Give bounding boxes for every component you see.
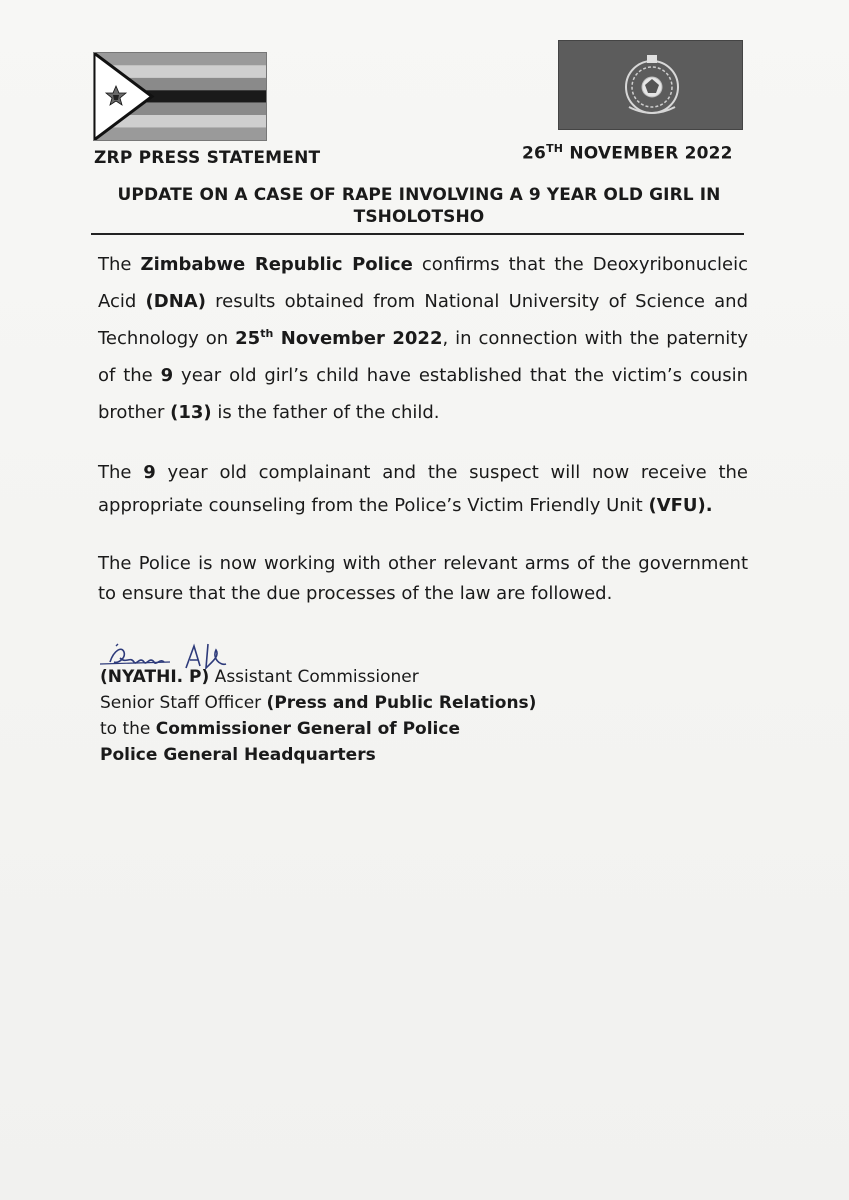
p2-text-1: The [98,462,144,483]
p1-text-6: is the father of the child. [211,402,440,423]
zrp-police-flag-icon [558,40,743,130]
signatory-title-line [100,690,536,716]
signatory-line [100,664,536,690]
p1-bold-dna: (DNA) [145,291,206,312]
p1-date-sup: th [260,327,274,340]
p1-text-3: results obtained from National University of Science and Technology on [98,291,748,349]
signatory-to-line [100,716,536,742]
p1-date-num: 25 [235,328,261,349]
headquarters-line [100,742,536,768]
signatory-title: Senior Staff Officer [100,693,267,713]
to-the-text: to the [100,719,156,739]
statement-date [522,142,733,164]
statement-label: ZRP PRESS STATEMENT [94,148,321,168]
p1-bold-zrp: Zimbabwe Republic Police [140,254,413,275]
p1-bold-13: (13) [170,402,212,423]
signatory-department: (Press and Public Relations) [266,693,537,713]
p1-text-1: The [98,254,141,275]
police-headquarters: Police General Headquarters [100,745,376,765]
date-month-year: NOVEMBER 2022 [569,143,733,164]
p1-text-2: confirms that the Deoxyribonucleic Acid [98,254,749,312]
p3-text-1: The Police is now working with other relevant arms of the government to ensure that the due processes of the law are followed. [98,553,748,604]
paragraph-counseling [98,456,748,522]
p2-bold-vfu: (VFU). [648,495,713,516]
p1-date-rest: November 2022 [273,328,443,349]
signature-block [100,664,536,768]
p1-text-5: year old girl’s child have established that the victim’s cousin brother [98,365,748,423]
commissioner-general: Commissioner General of Police [155,719,460,739]
headline: UPDATE ON A CASE OF RAPE INVOLVING A 9 YEAR OLD GIRL IN TSHOLOTSHO [117,185,721,227]
zimbabwe-flag-icon [93,52,267,141]
date-day: 26 [522,143,547,164]
p2-text-2: year old complainant and the suspect will now receive the appropriate counseling from the Police’s Victim Friendly Unit [98,462,749,516]
p1-bold-date [235,328,442,349]
p1-text-4: , in connection with the paternity of the [98,328,748,386]
signatory-rank: Assistant Commissioner [209,667,419,687]
paragraph-due-process [98,549,748,609]
signatory-name: (NYATHI. P) [100,667,210,687]
paragraph-dna-results [98,246,748,431]
p2-bold-age: 9 [143,462,156,483]
date-suffix: TH [546,142,564,155]
p1-bold-age: 9 [160,365,174,386]
headline-underline [91,233,744,235]
